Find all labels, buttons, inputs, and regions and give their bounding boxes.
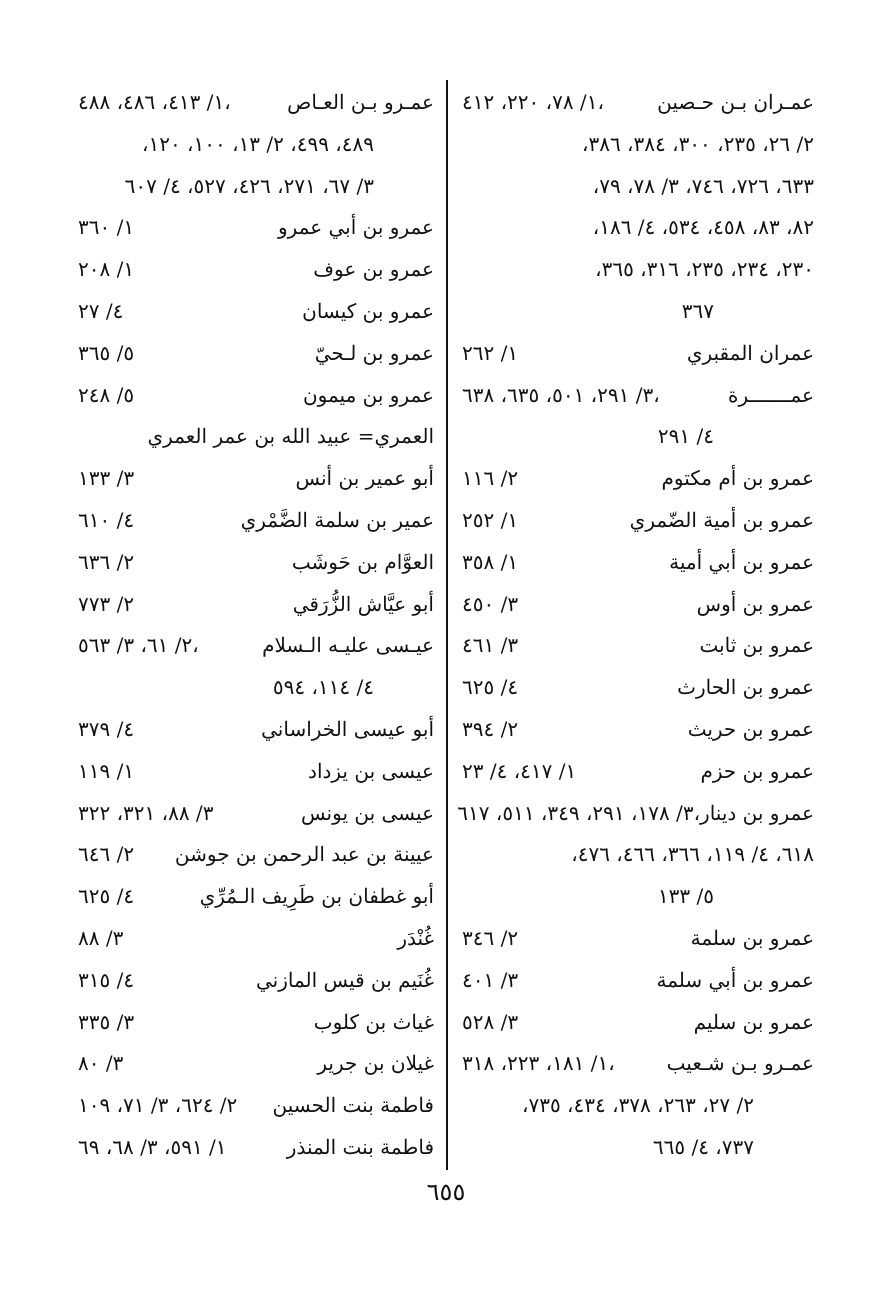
entry-continuation: ٣٦٧ (681, 298, 714, 323)
index-entry (462, 542, 814, 584)
entry-continuation: ٢/ ٢٦، ٢٣٥، ٣٠٠، ٣٨٤، ٣٨٦، (582, 131, 814, 156)
entry-reference: ٣/ ٤٠١ (462, 967, 519, 992)
entry-continuation: ٦١٨، ٤/ ١١٩، ٣٦٦، ٤٦٦، ٤٧٦، (571, 842, 814, 867)
index-entry (78, 751, 434, 793)
index-entry (462, 709, 814, 751)
index-entry (78, 793, 434, 835)
entry-reference: ٣/ ٥٢٨ (462, 1009, 519, 1034)
index-entry (78, 584, 434, 626)
entry-reference: ٢/ ٣٩٤ (462, 716, 519, 741)
index-entry (462, 960, 814, 1002)
entry-name: عمرو بن لـحيّ (314, 340, 434, 365)
index-entry (78, 834, 434, 876)
entry-name: عمـرو بـن العـاص (287, 90, 434, 114)
index-entry (78, 1085, 434, 1127)
entry-reference: ١/ ٢٠٨ (78, 257, 135, 282)
index-entry (462, 918, 814, 960)
entry-name: عمرو بن حريث (687, 716, 814, 741)
index-entry (78, 207, 434, 249)
entry-name: العوَّام بن حَوشَب (291, 549, 434, 574)
entry-reference: ١/ ٤١٣، ٤٨٦، ٤٨٨، (78, 90, 231, 114)
index-entry (78, 542, 434, 584)
index-entry (462, 625, 814, 667)
entry-name: عمرو بن حزم (700, 758, 814, 783)
index-entry (462, 751, 814, 793)
page-number: ٦٥٥ (426, 1178, 466, 1206)
index-entry (78, 918, 434, 960)
entry-name: عمـرو بـن شـعيب (666, 1051, 814, 1076)
entry-reference: ٤/ ٢٧ (78, 298, 124, 323)
entry-reference: ٥/ ٣٦٥ (78, 340, 135, 365)
index-entry (78, 291, 434, 333)
entry-name: عيينة بن عبد الرحمن بن جوشن (174, 842, 434, 867)
index-entry (462, 1043, 814, 1085)
index-entry (78, 625, 434, 667)
entry-reference: ٣/ ٨٨ (78, 925, 124, 950)
entry-name: أبو عيَّاش الزُّرَقي (292, 591, 434, 616)
entry-reference: ٣/ ٤٦١ (462, 633, 519, 658)
entry-name: غيلان بن جرير (317, 1051, 434, 1076)
entry-reference: ٢/ ٦١، ٣/ ٥٦٣، (78, 633, 199, 658)
entry-name: عمرو بن سلمة (690, 925, 814, 950)
index-entry (78, 709, 434, 751)
entry-reference: ١/ ٢٥٢ (462, 507, 519, 532)
entry-name: عمـــــــرة (727, 382, 814, 407)
entry-name: عمرو بن ميمون (302, 382, 434, 407)
entry-reference: ٤/ ٦١٠ (78, 507, 135, 532)
index-entry (462, 375, 814, 417)
entry-name: عمرو بن عوف (313, 257, 434, 282)
entry-name: عمران المقبري (686, 340, 814, 365)
entry-name: فاطمة بنت المنذر (286, 1134, 434, 1159)
entry-name: عمرو بن أبي أمية (669, 549, 814, 574)
entry-reference: ٣/ ٤٥٠ (462, 591, 519, 616)
index-entry (78, 249, 434, 291)
entry-reference: ١/ ٥٩١، ٣/ ٦٨، ٦٩ (78, 1134, 227, 1159)
entry-continuation: ٤/ ٢٩١ (657, 424, 714, 449)
right-column (457, 82, 814, 1169)
index-entry (462, 82, 814, 124)
entry-reference: ٣/ ٨٠ (78, 1051, 124, 1076)
entry-reference: ١/ ١١٩ (78, 758, 135, 783)
entry-reference: ٢/ ١١٦ (462, 466, 519, 491)
entry-continuation: ٤/ ١١٤، ٥٩٤ (272, 675, 374, 700)
entry-continuation: ٦٣٣، ٧٢٦، ٧٤٦، ٣/ ٧٨، ٧٩، (592, 173, 814, 198)
entry-reference: ٢/ ٣٤٦ (462, 925, 519, 950)
entry-name: عمرو بن الحارث (677, 675, 814, 700)
entry-name: عيسى بن يزداد (308, 758, 434, 783)
entry-continuation: ٢/ ٢٧، ٢٦٣، ٣٧٨، ٤٣٤، ٧٣٥، (522, 1093, 754, 1118)
entry-reference: ٤/ ٣١٥ (78, 967, 135, 992)
entry-reference: ١/ ٤١٧، ٤/ ٢٣ (462, 758, 577, 783)
entry-name: عيـسى عليـه الـسلام (262, 633, 434, 658)
entry-reference: ٣/ ١٧٨، ٢٩١، ٣٤٩، ٥١١، ٦١٧، (457, 800, 701, 825)
entry-reference: ١/ ٣٥٨ (462, 549, 519, 574)
entry-name: عيسى بن يونس (301, 800, 434, 825)
entry-name: عمرو بن أم مكتوم (661, 466, 814, 491)
index-entry (78, 1002, 434, 1044)
entry-reference: ١/ ٣٦٠ (78, 215, 135, 240)
entry-name: غُنَيم بن قيس المازني (256, 967, 434, 992)
index-entry (462, 584, 814, 626)
index-cross-reference: العمري= عبيد الله بن عمر العمري (147, 424, 434, 449)
entry-reference: ٣/ ١٣٣ (78, 466, 135, 491)
entry-continuation: ٥/ ١٣٣ (657, 884, 714, 909)
entry-continuation: ٣/ ٦٧، ٢٧١، ٤٢٦، ٥٢٧، ٤/ ٦٠٧ (124, 173, 374, 198)
entry-reference: ١/ ٧٨، ٢٢٠، ٤١٢، (462, 90, 604, 114)
entry-reference: ٣/ ٨٨، ٣٢١، ٣٢٢ (78, 800, 214, 825)
left-column (78, 82, 434, 1169)
entry-reference: ٤/ ٦٢٥ (78, 884, 135, 909)
entry-name: عمرو بن دينار (700, 800, 814, 825)
entry-name: عمرو بن ثابت (699, 633, 814, 658)
entry-continuation: ٢٣٠، ٢٣٤، ٢٣٥، ٣١٦، ٣٦٥، (595, 257, 814, 282)
index-entry (78, 333, 434, 375)
index-entry (462, 333, 814, 375)
entry-name: عمرو بن أوس (696, 591, 814, 616)
entry-reference: ٢/ ٧٧٣ (78, 591, 135, 616)
index-entry (78, 1127, 434, 1169)
index-entry (78, 500, 434, 542)
entry-reference: ١/ ٢٦٢ (462, 340, 519, 365)
index-entry (462, 458, 814, 500)
index-entry (462, 1002, 814, 1044)
entry-continuation: ٧٣٧، ٤/ ٦٦٥ (652, 1134, 754, 1159)
entry-name: عمرو بن سليم (693, 1009, 814, 1034)
index-entry (78, 458, 434, 500)
index-entry (78, 960, 434, 1002)
entry-reference: ٢/ ٦٣٦ (78, 549, 135, 574)
entry-reference: ١/ ١٨١، ٢٢٣، ٣١٨، (462, 1051, 615, 1076)
entry-reference: ٤/ ٦٢٥ (462, 675, 519, 700)
entry-reference: ٢/ ٦٤٦ (78, 842, 135, 867)
entry-name: عمرو بن أمية الضّمري (629, 507, 814, 532)
entry-continuation: ٤٨٩، ٤٩٩، ٢/ ١٣، ١٠٠، ١٢٠، (142, 131, 374, 156)
index-entry (78, 82, 434, 124)
entry-name: عمرو بن أبي سلمة (656, 967, 814, 992)
entry-reference: ٣/ ٣٣٥ (78, 1009, 135, 1034)
entry-reference: ٥/ ٢٤٨ (78, 382, 135, 407)
entry-name: غياث بن كلوب (313, 1009, 434, 1034)
index-entry (462, 667, 814, 709)
entry-name: عمرو بن كيسان (302, 298, 434, 323)
index-entry (78, 876, 434, 918)
entry-name: أبو عمير بن أنس (295, 466, 434, 491)
index-entry (462, 500, 814, 542)
index-entry (78, 375, 434, 417)
entry-name: عمـران بـن حـصين (657, 90, 814, 114)
entry-name: عمرو بن أبي عمرو (277, 215, 434, 240)
entry-reference: ٤/ ٣٧٩ (78, 716, 135, 741)
entry-name: غُنْدَر (397, 925, 434, 950)
entry-name: أبو عيسى الخراساني (261, 716, 434, 741)
index-entry (457, 793, 814, 835)
entry-reference: ٣/ ٢٩١، ٥٠١، ٦٣٥، ٦٣٨، (462, 382, 660, 407)
entry-name: عمير بن سلمة الضَّمْري (240, 507, 434, 532)
entry-name: فاطمة بنت الحسين (272, 1093, 434, 1118)
entry-name: أبو غطفان بن طَرِيف الـمُرِّي (199, 884, 434, 909)
entry-reference: ٢/ ٦٢٤، ٣/ ٧١، ١٠٩ (78, 1093, 238, 1118)
entry-continuation: ٨٢، ٨٣، ٤٥٨، ٥٣٤، ٤/ ١٨٦، (592, 215, 814, 240)
index-entry (78, 1043, 434, 1085)
column-divider (446, 80, 448, 1170)
